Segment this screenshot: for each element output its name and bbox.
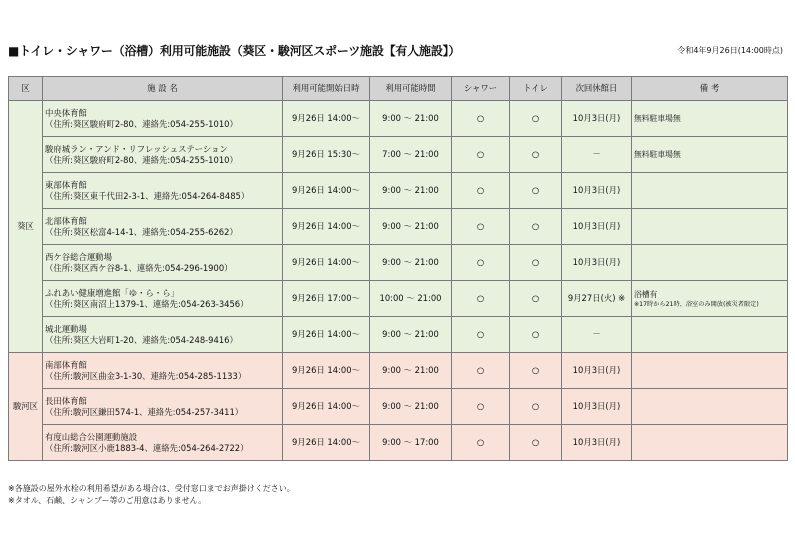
available-hours-cell: 9:00 ～ 21:00 [370, 173, 452, 209]
facility-address: （住所:駿河区曲金3-1-30、連絡先:054-285-1133） [45, 370, 247, 381]
district-cell: 駿河区 [9, 353, 43, 461]
start-datetime-cell: 9月26日 14:00～ [283, 317, 370, 353]
remarks-cell [632, 209, 788, 245]
toilet-cell: ○ [510, 281, 562, 317]
table-row [9, 281, 788, 317]
remarks-cell [632, 137, 788, 173]
start-datetime-cell: 9月26日 15:30～ [283, 137, 370, 173]
start-datetime-cell: 9月26日 14:00～ [283, 101, 370, 137]
facility-name: 有度山総合公園運動施設 [45, 431, 138, 442]
facility-name: 西ケ谷総合運動場 [45, 251, 112, 262]
column-header: 備 考 [632, 77, 788, 101]
remarks-cell [632, 101, 788, 137]
table-row [9, 425, 788, 461]
remarks-cell [632, 353, 788, 389]
next-closed-day-cell: 10月3日(月) [562, 101, 632, 137]
table-row [9, 389, 788, 425]
table-row [9, 101, 788, 137]
next-closed-day-cell: 9月27日(火) ※ [562, 281, 632, 317]
facility-address: （住所:葵区南沼上1379-1、連絡先:054-263-3456） [45, 298, 249, 309]
toilet-cell: ○ [510, 209, 562, 245]
column-header: 施 設 名 [43, 77, 283, 101]
toilet-cell: ○ [510, 245, 562, 281]
table-body [9, 101, 788, 461]
as-of-date: 令和4年9月26日(14:00時点) [677, 46, 783, 55]
facility-name: 中央体育館 [45, 107, 87, 118]
remarks-subtext: ※17時から21時、浴室のみ開放(被災者限定) [634, 300, 759, 308]
page-title: ■トイレ・シャワー（浴槽）利用可能施設（葵区・駿河区スポーツ施設【有人施設】） [8, 44, 461, 58]
next-closed-day-cell: 10月3日(月) [562, 425, 632, 461]
facility-address: （住所:駿河区鎌田574-1、連絡先:054-257-3411） [45, 406, 244, 417]
facility-address: （住所:葵区東千代田2-3-1、連絡先:054-264-8485） [45, 190, 250, 201]
remarks-cell [632, 425, 788, 461]
facility-cell [43, 173, 283, 209]
district-cell: 葵区 [9, 101, 43, 353]
remarks-text: 無料駐車場無 [634, 114, 681, 123]
column-header: トイレ [510, 77, 562, 101]
remarks-cell [632, 317, 788, 353]
facility-address: （住所:駿河区小鹿1883-4、連絡先:054-264-2722） [45, 442, 249, 453]
table-row [9, 173, 788, 209]
facility-address: （住所:葵区松富4-14-1、連絡先:054-255-6262） [45, 226, 238, 237]
facility-name: 駿府城ラン・アンド・リフレッシュステーション [45, 143, 228, 154]
facility-cell [43, 281, 283, 317]
shower-cell: ○ [452, 425, 510, 461]
facility-cell [43, 101, 283, 137]
facility-cell [43, 317, 283, 353]
facility-name: 城北運動場 [45, 323, 87, 334]
shower-cell: ○ [452, 389, 510, 425]
facility-name: 北部体育館 [45, 215, 87, 226]
available-hours-cell: 9:00 ～ 17:00 [370, 425, 452, 461]
available-hours-cell: 9:00 ～ 21:00 [370, 353, 452, 389]
start-datetime-cell: 9月26日 14:00～ [283, 173, 370, 209]
facility-address: （住所:葵区大岩町1-20、連絡先:054-248-9416） [45, 334, 238, 345]
start-datetime-cell: 9月26日 14:00～ [283, 209, 370, 245]
column-header: シャワー [452, 77, 510, 101]
shower-cell: ○ [452, 209, 510, 245]
facility-address: （住所:葵区駿府町2-80、連絡先:054-255-1010） [45, 154, 238, 165]
footnote: ※タオル、石鹸、シャンプー等のご用意はありません。 [8, 496, 207, 505]
remarks-cell [632, 245, 788, 281]
start-datetime-cell: 9月26日 17:00～ [283, 281, 370, 317]
table-row [9, 209, 788, 245]
facility-name: ふれあい健康増進館「ゆ・ら・ら」 [45, 287, 179, 298]
facility-cell [43, 245, 283, 281]
facility-address: （住所:葵区駿府町2-80、連絡先:054-255-1010） [45, 118, 238, 129]
table-row [9, 245, 788, 281]
next-closed-day-cell: － [562, 317, 632, 353]
facility-cell [43, 425, 283, 461]
toilet-cell: ○ [510, 137, 562, 173]
shower-cell: ○ [452, 245, 510, 281]
available-hours-cell: 10:00 ～ 21:00 [370, 281, 452, 317]
remarks-text: 無料駐車場無 [634, 150, 681, 159]
next-closed-day-cell: 10月3日(月) [562, 173, 632, 209]
shower-cell: ○ [452, 137, 510, 173]
toilet-cell: ○ [510, 173, 562, 209]
footnote: ※各施設の屋外水栓の利用希望がある場合は、受付窓口までお声掛けください。 [8, 484, 295, 493]
start-datetime-cell: 9月26日 14:00～ [283, 353, 370, 389]
shower-cell: ○ [452, 101, 510, 137]
facility-cell [43, 353, 283, 389]
shower-cell: ○ [452, 317, 510, 353]
next-closed-day-cell: 10月3日(月) [562, 209, 632, 245]
facility-address: （住所:葵区西ケ谷8-1、連絡先:054-296-1900） [45, 262, 233, 273]
remarks-cell [632, 173, 788, 209]
available-hours-cell: 9:00 ～ 21:00 [370, 101, 452, 137]
remarks-cell [632, 389, 788, 425]
toilet-cell: ○ [510, 389, 562, 425]
start-datetime-cell: 9月26日 14:00～ [283, 389, 370, 425]
toilet-cell: ○ [510, 425, 562, 461]
table-row [9, 317, 788, 353]
column-header: 区 [9, 77, 43, 101]
remarks-cell [632, 281, 788, 317]
shower-cell: ○ [452, 173, 510, 209]
toilet-cell: ○ [510, 317, 562, 353]
remarks-text: 浴槽有 [634, 289, 658, 299]
next-closed-day-cell: － [562, 137, 632, 173]
column-header: 利用可能時間 [370, 77, 452, 101]
shower-cell: ○ [452, 353, 510, 389]
table-row [9, 353, 788, 389]
toilet-cell: ○ [510, 101, 562, 137]
next-closed-day-cell: 10月3日(月) [562, 245, 632, 281]
facility-cell [43, 209, 283, 245]
available-hours-cell: 9:00 ～ 21:00 [370, 209, 452, 245]
start-datetime-cell: 9月26日 14:00～ [283, 245, 370, 281]
facility-table [8, 76, 788, 461]
column-header: 次回休館日 [562, 77, 632, 101]
start-datetime-cell: 9月26日 14:00～ [283, 425, 370, 461]
facility-cell [43, 389, 283, 425]
facility-name: 東部体育館 [45, 179, 87, 190]
next-closed-day-cell: 10月3日(月) [562, 353, 632, 389]
toilet-cell: ○ [510, 353, 562, 389]
footnotes [8, 483, 295, 507]
available-hours-cell: 7:00 ～ 21:00 [370, 137, 452, 173]
facility-cell [43, 137, 283, 173]
facility-name: 南部体育館 [45, 359, 87, 370]
table-row [9, 137, 788, 173]
table-header-row [9, 77, 788, 101]
column-header: 利用可能開始日時 [283, 77, 370, 101]
available-hours-cell: 9:00 ～ 21:00 [370, 389, 452, 425]
available-hours-cell: 9:00 ～ 21:00 [370, 245, 452, 281]
shower-cell: ○ [452, 281, 510, 317]
next-closed-day-cell: 10月3日(月) [562, 389, 632, 425]
available-hours-cell: 9:00 ～ 21:00 [370, 317, 452, 353]
facility-name: 長田体育館 [45, 395, 87, 406]
